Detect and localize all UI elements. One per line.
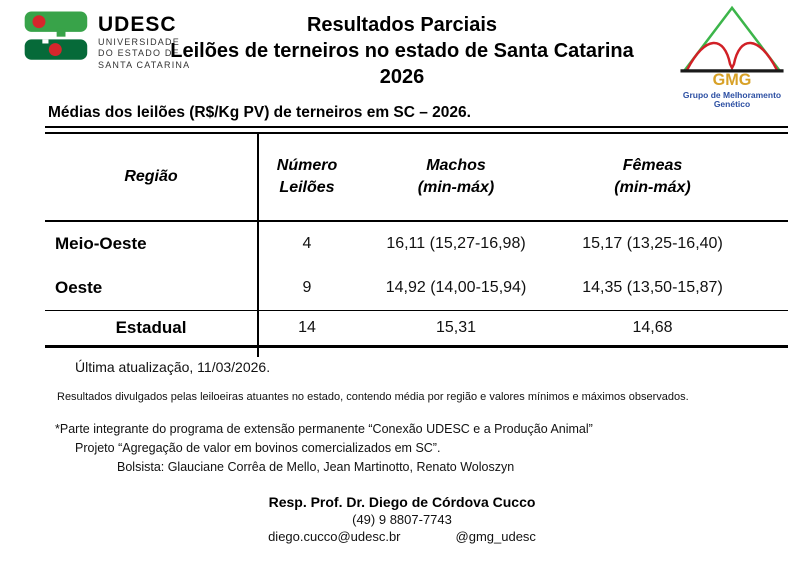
- page-header: [0, 0, 804, 109]
- last-update-note: Última atualização, 11/03/2026.: [75, 359, 271, 375]
- title-line-1: Resultados Parciais: [306, 14, 498, 36]
- females-cell: 14,68: [632, 319, 673, 336]
- males-cell: 15,31: [435, 319, 477, 336]
- title-line-3: 2026: [379, 66, 425, 88]
- table-caption: Médias dos leilões (R$/Kg PV) de terneiros em SC – 2026.: [45, 104, 788, 128]
- region-cell: Oeste: [55, 278, 103, 297]
- results-table: [45, 132, 788, 348]
- col-header-region: Região: [124, 168, 178, 185]
- auctions-cell: 4: [302, 235, 312, 252]
- phone-number: (49) 9 8807-7743: [352, 512, 452, 527]
- contact-line: [0, 529, 804, 544]
- social-handle: @gmg_udesc: [455, 529, 536, 544]
- scholars-note: Bolsista: Glauciane Corrêa de Mello, Jean Martinotto, Renato Woloszyn: [117, 460, 515, 474]
- table-row: [45, 266, 788, 310]
- program-note: *Parte integrante do programa de extensão permanente “Conexão UDESC e a Produção Animal”: [55, 422, 593, 436]
- females-cell: 14,35 (13,50-15,87): [582, 279, 723, 296]
- auctions-cell: 14: [298, 319, 316, 336]
- responsible-name: Resp. Prof. Dr. Diego de Córdova Cucco: [268, 494, 536, 510]
- email-address: diego.cucco@udesc.br: [268, 529, 401, 544]
- males-cell: 14,92 (14,00-15,94): [385, 279, 527, 296]
- gmg-caption: Grupo de Melhoramento Genético: [682, 90, 782, 109]
- udesc-sub-line2: DO ESTADO DE: [98, 48, 180, 58]
- col-header-females: Fêmeas (min-máx): [614, 157, 691, 196]
- udesc-sub-line1: UNIVERSIDADE: [98, 36, 180, 47]
- table-column-divider: [257, 134, 259, 357]
- project-note: Projeto “Agregação de valor em bovinos comercializados em SC”.: [75, 441, 441, 455]
- table-total-row: [45, 310, 788, 348]
- col-header-males: Machos (min-máx): [417, 157, 495, 196]
- program-notes: [55, 420, 804, 477]
- region-cell: Estadual: [115, 318, 187, 337]
- svg-text:GMG: GMG: [712, 71, 752, 88]
- table-row: [45, 222, 788, 266]
- males-cell: 16,11 (15,27-16,98): [386, 235, 526, 252]
- table-header-row: [45, 134, 788, 222]
- region-cell: Meio-Oeste: [55, 234, 147, 253]
- females-cell: 15,17 (13,25-16,40): [582, 235, 723, 252]
- auctions-cell: 9: [302, 279, 312, 296]
- source-note: Resultados divulgados pelas leiloeiras atuantes no estado, contendo média por região e valores mínimos e máximos observados.: [57, 391, 689, 403]
- udesc-name: UDESC: [98, 13, 177, 36]
- udesc-sub-line3: SANTA CATARINA: [98, 59, 191, 70]
- contact-footer: [0, 494, 804, 544]
- title-line-2: Leilões de terneiros no estado de Santa Catarina: [170, 40, 634, 62]
- gmg-logo: [668, 4, 796, 108]
- col-header-auctions: Número Leilões: [276, 157, 338, 196]
